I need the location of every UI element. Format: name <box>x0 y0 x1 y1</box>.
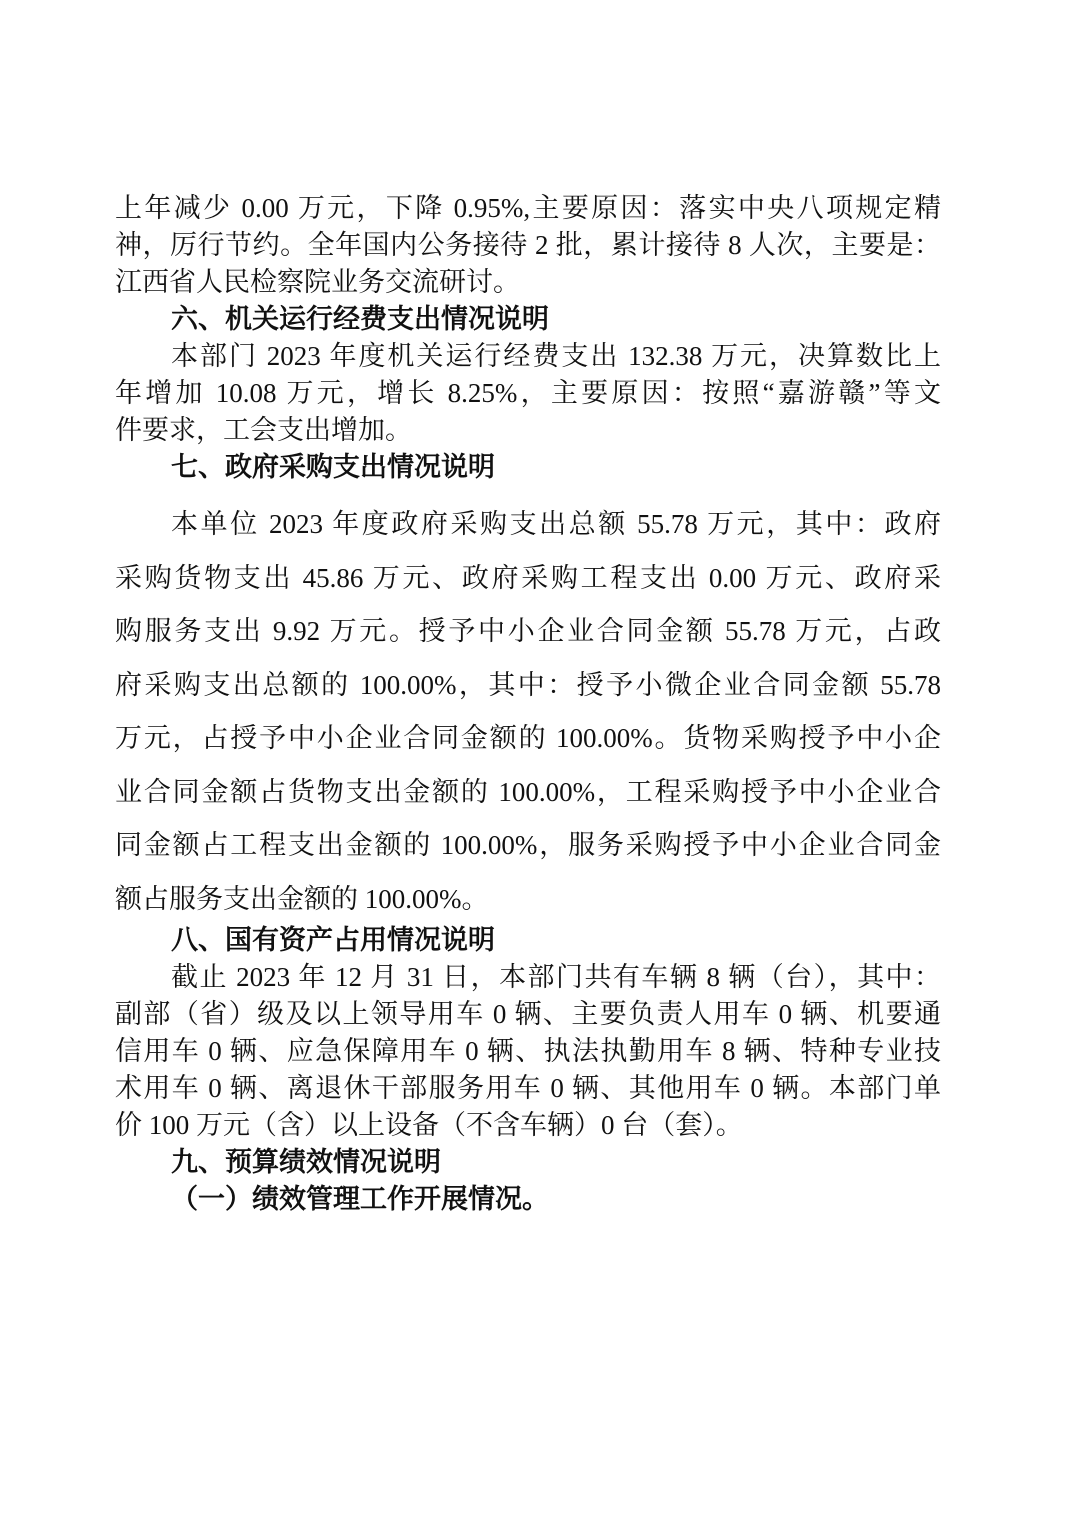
section-heading-9: 九、预算绩效情况说明 <box>171 1147 441 1177</box>
text-line: 采购货物支出 45.86 万元、政府采购工程支出 0.00 万元、政府采 <box>115 562 941 593</box>
text-line: 额占服务支出金额的 100.00%。 <box>115 883 489 914</box>
section-heading-7: 七、政府采购支出情况说明 <box>171 452 495 482</box>
paragraph-assets <box>115 922 941 1218</box>
text-line: 府采购支出总额的 100.00%，其中：授予小微企业合同金额 55.78 <box>115 669 941 700</box>
text-line: 价 100 万元（含）以上设备（不含车辆）0 台（套）。 <box>115 1110 743 1140</box>
section-heading-8: 八、国有资产占用情况说明 <box>171 925 495 955</box>
paragraph-procurement <box>115 498 941 926</box>
text-line: 上年减少 0.00 万元，下降 0.95%,主要原因：落实中央八项规定精 <box>115 193 941 223</box>
text-line: 购服务支出 9.92 万元。授予中小企业合同金额 55.78 万元，占政 <box>115 616 941 646</box>
paragraph-reception <box>115 190 941 486</box>
text-line: 江西省人民检察院业务交流研讨。 <box>115 267 520 297</box>
subsection-heading-9-1: （一）绩效管理工作开展情况。 <box>171 1184 549 1214</box>
section-heading-6: 六、机关运行经费支出情况说明 <box>171 304 549 334</box>
text-line: 术用车 0 辆、离退休干部服务用车 0 辆、其他用车 0 辆。本部门单 <box>115 1073 941 1103</box>
text-line: 万元，占授予中小企业合同金额的 100.00%。货物采购授予中小企 <box>115 723 941 753</box>
text-line: 业合同金额占货物支出金额的 100.00%，工程采购授予中小企业合 <box>115 776 941 807</box>
text-line: 年增加 10.08 万元，增长 8.25%，主要原因：按照“嘉游赣”等文 <box>115 378 941 408</box>
text-line: 截止 2023 年 12 月 31 日，本部门共有车辆 8 辆（台），其中： <box>171 962 941 992</box>
text-line: 本单位 2023 年度政府采购支出总额 55.78 万元，其中：政府 <box>171 509 941 539</box>
text-line: 本部门 2023 年度机关运行经费支出 132.38 万元，决算数比上 <box>171 341 941 371</box>
text-line: 副部（省）级及以上领导用车 0 辆、主要负责人用车 0 辆、机要通 <box>115 999 941 1029</box>
text-line: 信用车 0 辆、应急保障用车 0 辆、执法执勤用车 8 辆、特种专业技 <box>115 1036 941 1066</box>
text-line: 件要求，工会支出增加。 <box>115 415 412 445</box>
text-line: 同金额占工程支出金额的 100.00%，服务采购授予中小企业合同金 <box>115 830 941 860</box>
text-line: 神，厉行节约。全年国内公务接待 2 批，累计接待 8 人次，主要是： <box>115 230 941 260</box>
